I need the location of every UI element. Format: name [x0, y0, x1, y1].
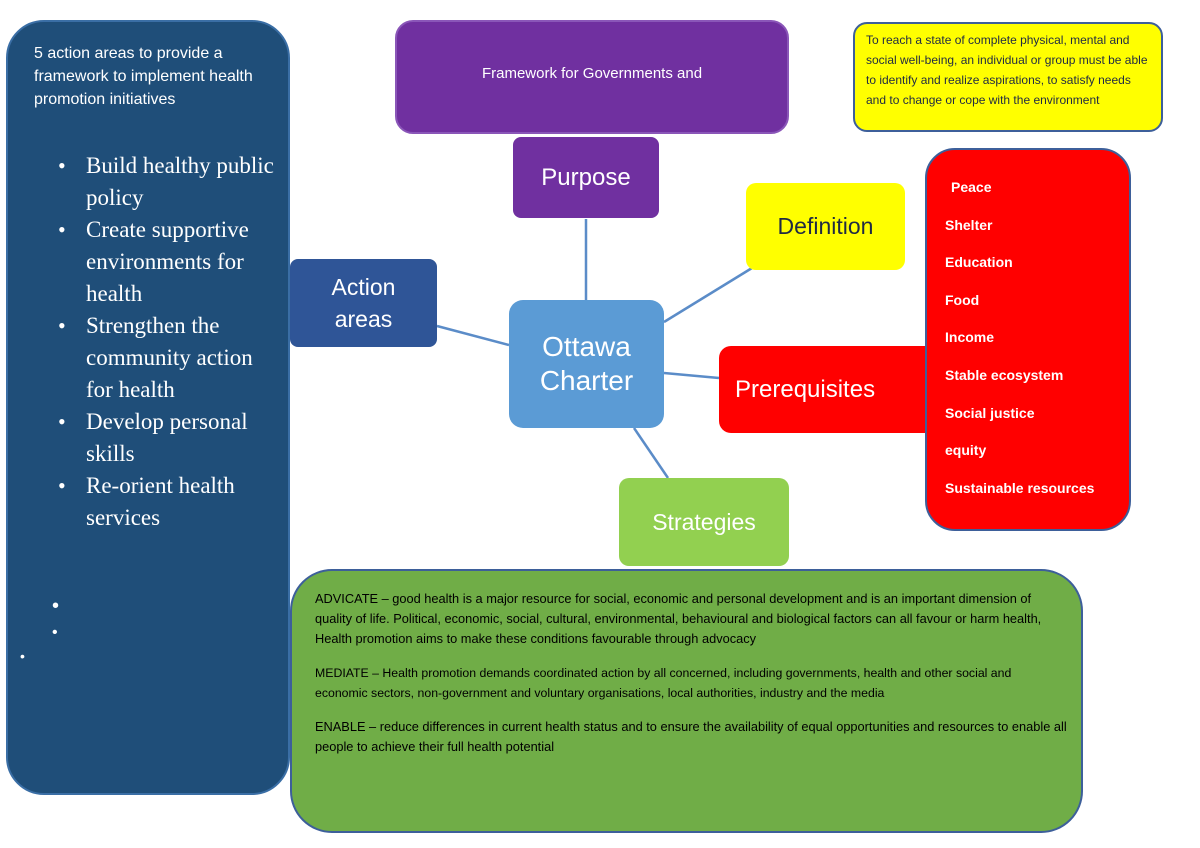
list-item: • Build healthy public policy	[30, 150, 280, 214]
ottawa-charter-node	[509, 300, 664, 428]
connector-definition	[664, 268, 752, 322]
strategy-advocate: ADVICATE – good health is a major resource for social, economic and personal development and is an important dimension of quality of life. Political, economic, social, cultural, environmental, behavioural and biological factors can all favour or harm health, Health promotion aims to make these conditions favourable through advocacy	[315, 591, 1042, 646]
prerequisites-list	[945, 176, 1094, 514]
action-areas-list	[30, 150, 280, 534]
connector-action-areas	[437, 326, 509, 345]
list-item: Food	[945, 291, 980, 308]
list-item: equity	[945, 442, 987, 459]
list-item: • Create supportive environments for health	[30, 214, 280, 310]
empty-bullet: •	[52, 595, 60, 617]
list-item: Shelter	[945, 216, 993, 233]
definition-node	[746, 183, 905, 270]
strategy-enable: ENABLE – reduce differences in current health status and to ensure the availability of equal opportunities and resources to enable all people to achieve their full health potential	[315, 719, 1067, 754]
list-item: • Strengthen the community action for health	[30, 310, 280, 406]
strategy-mediate: MEDIATE – Health promotion demands coordinated action by all concerned, including governments, health and other social and economic sectors, non-government and voluntary organisations, local authorities, industry and the media	[315, 666, 1012, 700]
list-item: Social justice	[945, 404, 1035, 421]
list-item: • Develop personal skills	[30, 406, 280, 470]
connector-strategies	[634, 428, 668, 478]
empty-bullet: •	[20, 648, 25, 664]
prerequisites-panel	[925, 148, 1131, 531]
empty-bullet: •	[52, 624, 58, 641]
action-areas-node	[290, 259, 437, 347]
list-item: • Re-orient health services	[30, 470, 280, 534]
prerequisites-node	[719, 346, 949, 433]
action-areas-heading: 5 action areas to provide a framework to implement health promotion initiatives	[34, 45, 253, 108]
action-areas-panel	[6, 20, 290, 795]
strategies-panel	[290, 569, 1083, 833]
prerequisites-label: Prerequisites	[735, 375, 876, 403]
definition-text-box	[853, 22, 1163, 132]
strategies-label: Strategies	[652, 508, 756, 535]
definition-label: Definition	[777, 213, 874, 239]
strategies-node	[619, 478, 789, 566]
action-areas-label: Action areas	[331, 274, 396, 332]
center-label: Ottawa Charter	[539, 331, 634, 396]
connector-prerequisites	[664, 373, 719, 378]
purpose-text: Framework for Governments and	[481, 64, 703, 82]
purpose-node	[513, 137, 659, 218]
list-item: Peace	[951, 179, 992, 195]
list-item: Income	[945, 329, 995, 346]
list-item: Education	[945, 254, 1013, 271]
purpose-label: Purpose	[541, 163, 631, 191]
definition-text: To reach a state of complete physical, mental and social well-being, an individual or group must be able to identify and realize aspirations, to satisfy needs and to change or cope with the environment	[866, 33, 1148, 107]
purpose-text-box	[395, 20, 789, 134]
list-item: Stable ecosystem	[945, 366, 1064, 383]
list-item: Sustainable resources	[945, 479, 1095, 496]
